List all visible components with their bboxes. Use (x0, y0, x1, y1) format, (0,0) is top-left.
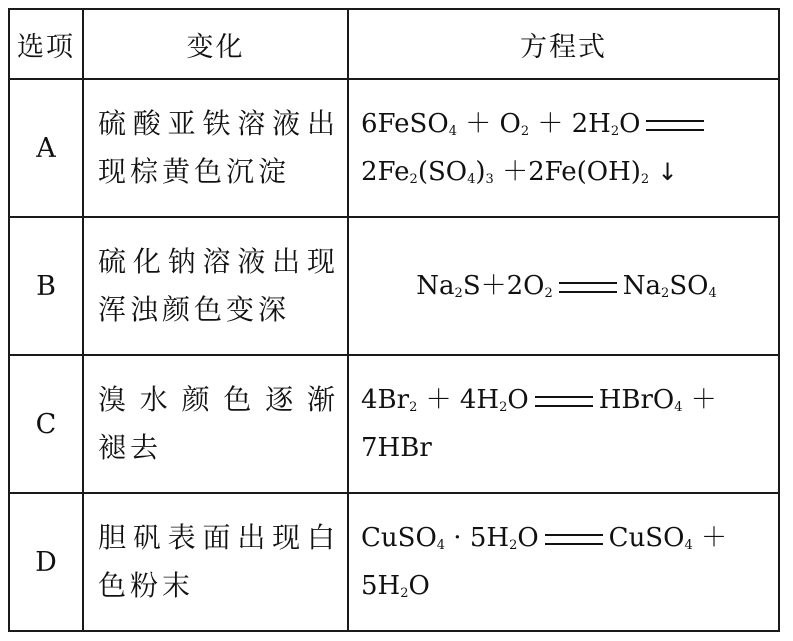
option-label: D (9, 493, 83, 631)
change-line: 褪去 (98, 431, 163, 464)
formula-text: 4Br (361, 385, 410, 415)
formula-subscript: 2 (499, 400, 508, 415)
equation-line (361, 514, 772, 562)
formula-text: Na (416, 271, 455, 301)
change-description (83, 493, 348, 631)
formula-subscript: 2 (409, 172, 418, 187)
change-line: 现棕黄色沉淀 (98, 155, 291, 188)
header-option: 选项 (9, 9, 83, 79)
change-line: 溴水颜色逐渐 (98, 383, 339, 416)
formula-text: O (517, 523, 539, 553)
change-line: 硫化钠溶液出现 (98, 245, 339, 278)
formula-text: 2Fe (361, 157, 410, 187)
header-row (9, 9, 779, 79)
formula-text: ＋ (682, 385, 717, 415)
formula-subscript: 2 (544, 286, 553, 301)
option-label: B (9, 217, 83, 355)
formula-text: (SO (417, 157, 468, 187)
equation-line (361, 424, 772, 472)
formula-subscript: 4 (708, 286, 717, 301)
equation-cell (348, 493, 779, 631)
option-label: A (9, 79, 83, 217)
change-line: 浑浊颜色变深 (98, 293, 291, 326)
formula-subscript: 2 (454, 286, 463, 301)
change-description (83, 355, 348, 493)
table-row (9, 217, 779, 355)
formula-text: CuSO (361, 523, 437, 553)
formula-text: 6FeSO (361, 109, 449, 139)
formula-subscript: 2 (661, 286, 670, 301)
formula-text: S＋2O (462, 271, 545, 301)
formula-text: CuSO (608, 523, 685, 553)
equation-line (361, 262, 772, 310)
change-line: 色粉末 (98, 569, 195, 602)
formula-text: ＋ 2H (529, 109, 611, 139)
equation-line (361, 100, 772, 148)
equals-sign-icon (646, 120, 704, 131)
formula-text: ＋ O (456, 109, 521, 139)
formula-text: ) (475, 157, 486, 187)
equation-cell (348, 217, 779, 355)
formula-text: O (408, 571, 430, 601)
change-line: 硫酸亚铁溶液出 (98, 107, 339, 140)
formula-subscript: 2 (409, 400, 418, 415)
formula-subscript: 4 (448, 124, 457, 139)
formula-subscript: 4 (467, 172, 476, 187)
formula-subscript: 4 (436, 538, 446, 553)
formula-subscript: 2 (520, 124, 530, 139)
formula-subscript: 3 (485, 172, 494, 187)
option-label: C (9, 355, 83, 493)
formula-text: ＋2Fe(OH) (493, 157, 641, 187)
equals-sign-icon (559, 282, 617, 293)
formula-text: O (507, 385, 529, 415)
formula-text: 5H (361, 571, 401, 601)
formula-subscript: 4 (684, 538, 693, 553)
equals-sign-icon (535, 396, 593, 407)
options-table (8, 8, 780, 632)
formula-subscript: 2 (400, 586, 409, 601)
formula-text: · 5H (445, 523, 510, 553)
formula-subscript: 4 (674, 400, 683, 415)
equals-sign-icon (545, 534, 603, 545)
formula-text: ＋ 4H (417, 385, 500, 415)
change-description (83, 79, 348, 217)
equation-line (361, 376, 772, 424)
precipitate-arrow-icon: ↓ (657, 158, 678, 186)
formula-subscript: 2 (509, 538, 518, 553)
equation-cell (348, 79, 779, 217)
formula-text: SO (669, 271, 709, 301)
change-description (83, 217, 348, 355)
equation-cell (348, 355, 779, 493)
formula-subscript: 2 (640, 172, 650, 187)
change-line: 胆矾表面出现白 (98, 521, 339, 554)
equation-line (361, 562, 772, 610)
formula-text: ＋ (692, 523, 727, 553)
formula-text: 7HBr (361, 433, 432, 463)
table-row (9, 355, 779, 493)
formula-text: HBrO (598, 385, 675, 415)
header-equation: 方程式 (348, 9, 779, 79)
table-row (9, 493, 779, 631)
formula-text: Na (622, 271, 662, 301)
formula-subscript: 2 (610, 124, 620, 139)
formula-text: O (619, 109, 641, 139)
header-change: 变化 (83, 9, 348, 79)
equation-line (361, 148, 772, 196)
table-row (9, 79, 779, 217)
